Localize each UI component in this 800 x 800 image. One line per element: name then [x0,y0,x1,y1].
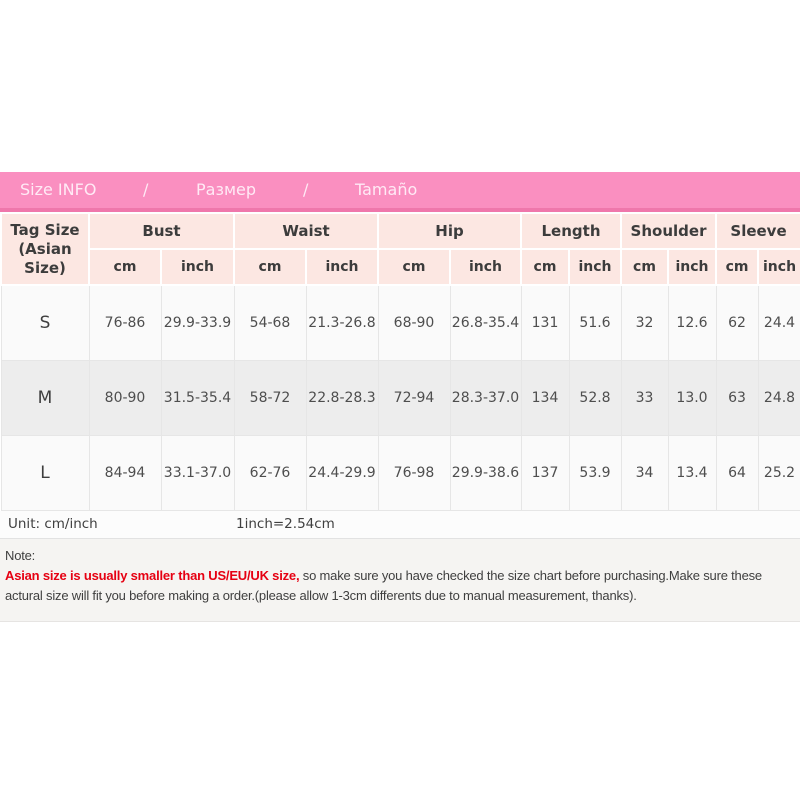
unit-header-inch: inch [569,249,621,285]
note-line2: actural size will fit you before making a order.(please allow 1-3cm differents due to manual measurement, thanks). [5,587,637,603]
value-cell: 137 [521,435,569,510]
size-chart-block [0,172,800,622]
unit-header-inch: inch [306,249,378,285]
unit-label: Unit: cm/inch [8,515,98,532]
title-separator: / [143,180,149,199]
value-cell: 28.3-37.0 [450,360,521,435]
title-separator: / [303,180,309,199]
value-cell: 72-94 [378,360,450,435]
value-cell: 62 [716,285,758,360]
group-header-row [1,213,800,249]
unit-header-cm: cm [89,249,161,285]
note-highlight-red: Asian size is usually smaller than US/EU/UK size, [5,567,300,583]
value-cell: 131 [521,285,569,360]
value-cell: 24.4-29.9 [306,435,378,510]
value-cell: 76-98 [378,435,450,510]
size-chart-table [0,212,800,511]
value-cell: 21.3-26.8 [306,285,378,360]
value-cell: 54-68 [234,285,306,360]
value-cell: 34 [621,435,668,510]
value-cell: 12.6 [668,285,716,360]
value-cell: 63 [716,360,758,435]
value-cell: 29.9-33.9 [161,285,234,360]
note-line1 [5,566,800,586]
unit-header-inch: inch [668,249,716,285]
value-cell: 76-86 [89,285,161,360]
value-cell: 33 [621,360,668,435]
size-cell: S [1,285,89,360]
unit-header-cm: cm [234,249,306,285]
value-cell: 68-90 [378,285,450,360]
table-row-s [1,285,800,360]
title-tamano: Tamaño [355,180,418,199]
col-group-bust: Bust [89,213,234,249]
inch-conversion-label: 1inch=2.54cm [236,515,335,532]
size-info-title-bar [0,172,800,212]
value-cell: 13.4 [668,435,716,510]
value-cell: 84-94 [89,435,161,510]
table-row-m [1,360,800,435]
note-heading: Note: [5,547,36,563]
value-cell: 33.1-37.0 [161,435,234,510]
col-group-sleeve: Sleeve [716,213,800,249]
unit-header-inch: inch [450,249,521,285]
size-cell: M [1,360,89,435]
value-cell: 58-72 [234,360,306,435]
value-cell: 24.8 [758,360,800,435]
value-cell: 24.4 [758,285,800,360]
unit-header-cm: cm [621,249,668,285]
value-cell: 53.9 [569,435,621,510]
value-cell: 25.2 [758,435,800,510]
note-section [0,539,800,622]
value-cell: 80-90 [89,360,161,435]
unit-header-inch: inch [161,249,234,285]
value-cell: 134 [521,360,569,435]
value-cell: 13.0 [668,360,716,435]
tag-size-line1: Tag Size [10,220,80,239]
unit-header-row [1,249,800,285]
note-line1-rest: so make sure you have checked the size chart before purchasing.Make sure these [299,567,762,583]
unit-info-bar [0,511,800,539]
value-cell: 29.9-38.6 [450,435,521,510]
col-group-waist: Waist [234,213,378,249]
col-group-shoulder: Shoulder [621,213,716,249]
value-cell: 51.6 [569,285,621,360]
col-group-hip: Hip [378,213,521,249]
value-cell: 22.8-28.3 [306,360,378,435]
value-cell: 31.5-35.4 [161,360,234,435]
unit-header-inch: inch [758,249,800,285]
tag-size-line2: (Asian Size) [18,239,72,277]
value-cell: 64 [716,435,758,510]
unit-header-cm: cm [521,249,569,285]
value-cell: 26.8-35.4 [450,285,521,360]
value-cell: 52.8 [569,360,621,435]
value-cell: 62-76 [234,435,306,510]
title-razmer: Размер [196,180,257,199]
col-group-length: Length [521,213,621,249]
unit-header-cm: cm [716,249,758,285]
value-cell: 32 [621,285,668,360]
unit-header-cm: cm [378,249,450,285]
table-row-l [1,435,800,510]
size-cell: L [1,435,89,510]
title-size-info: Size INFO [20,180,97,199]
tag-size-header [1,213,89,285]
